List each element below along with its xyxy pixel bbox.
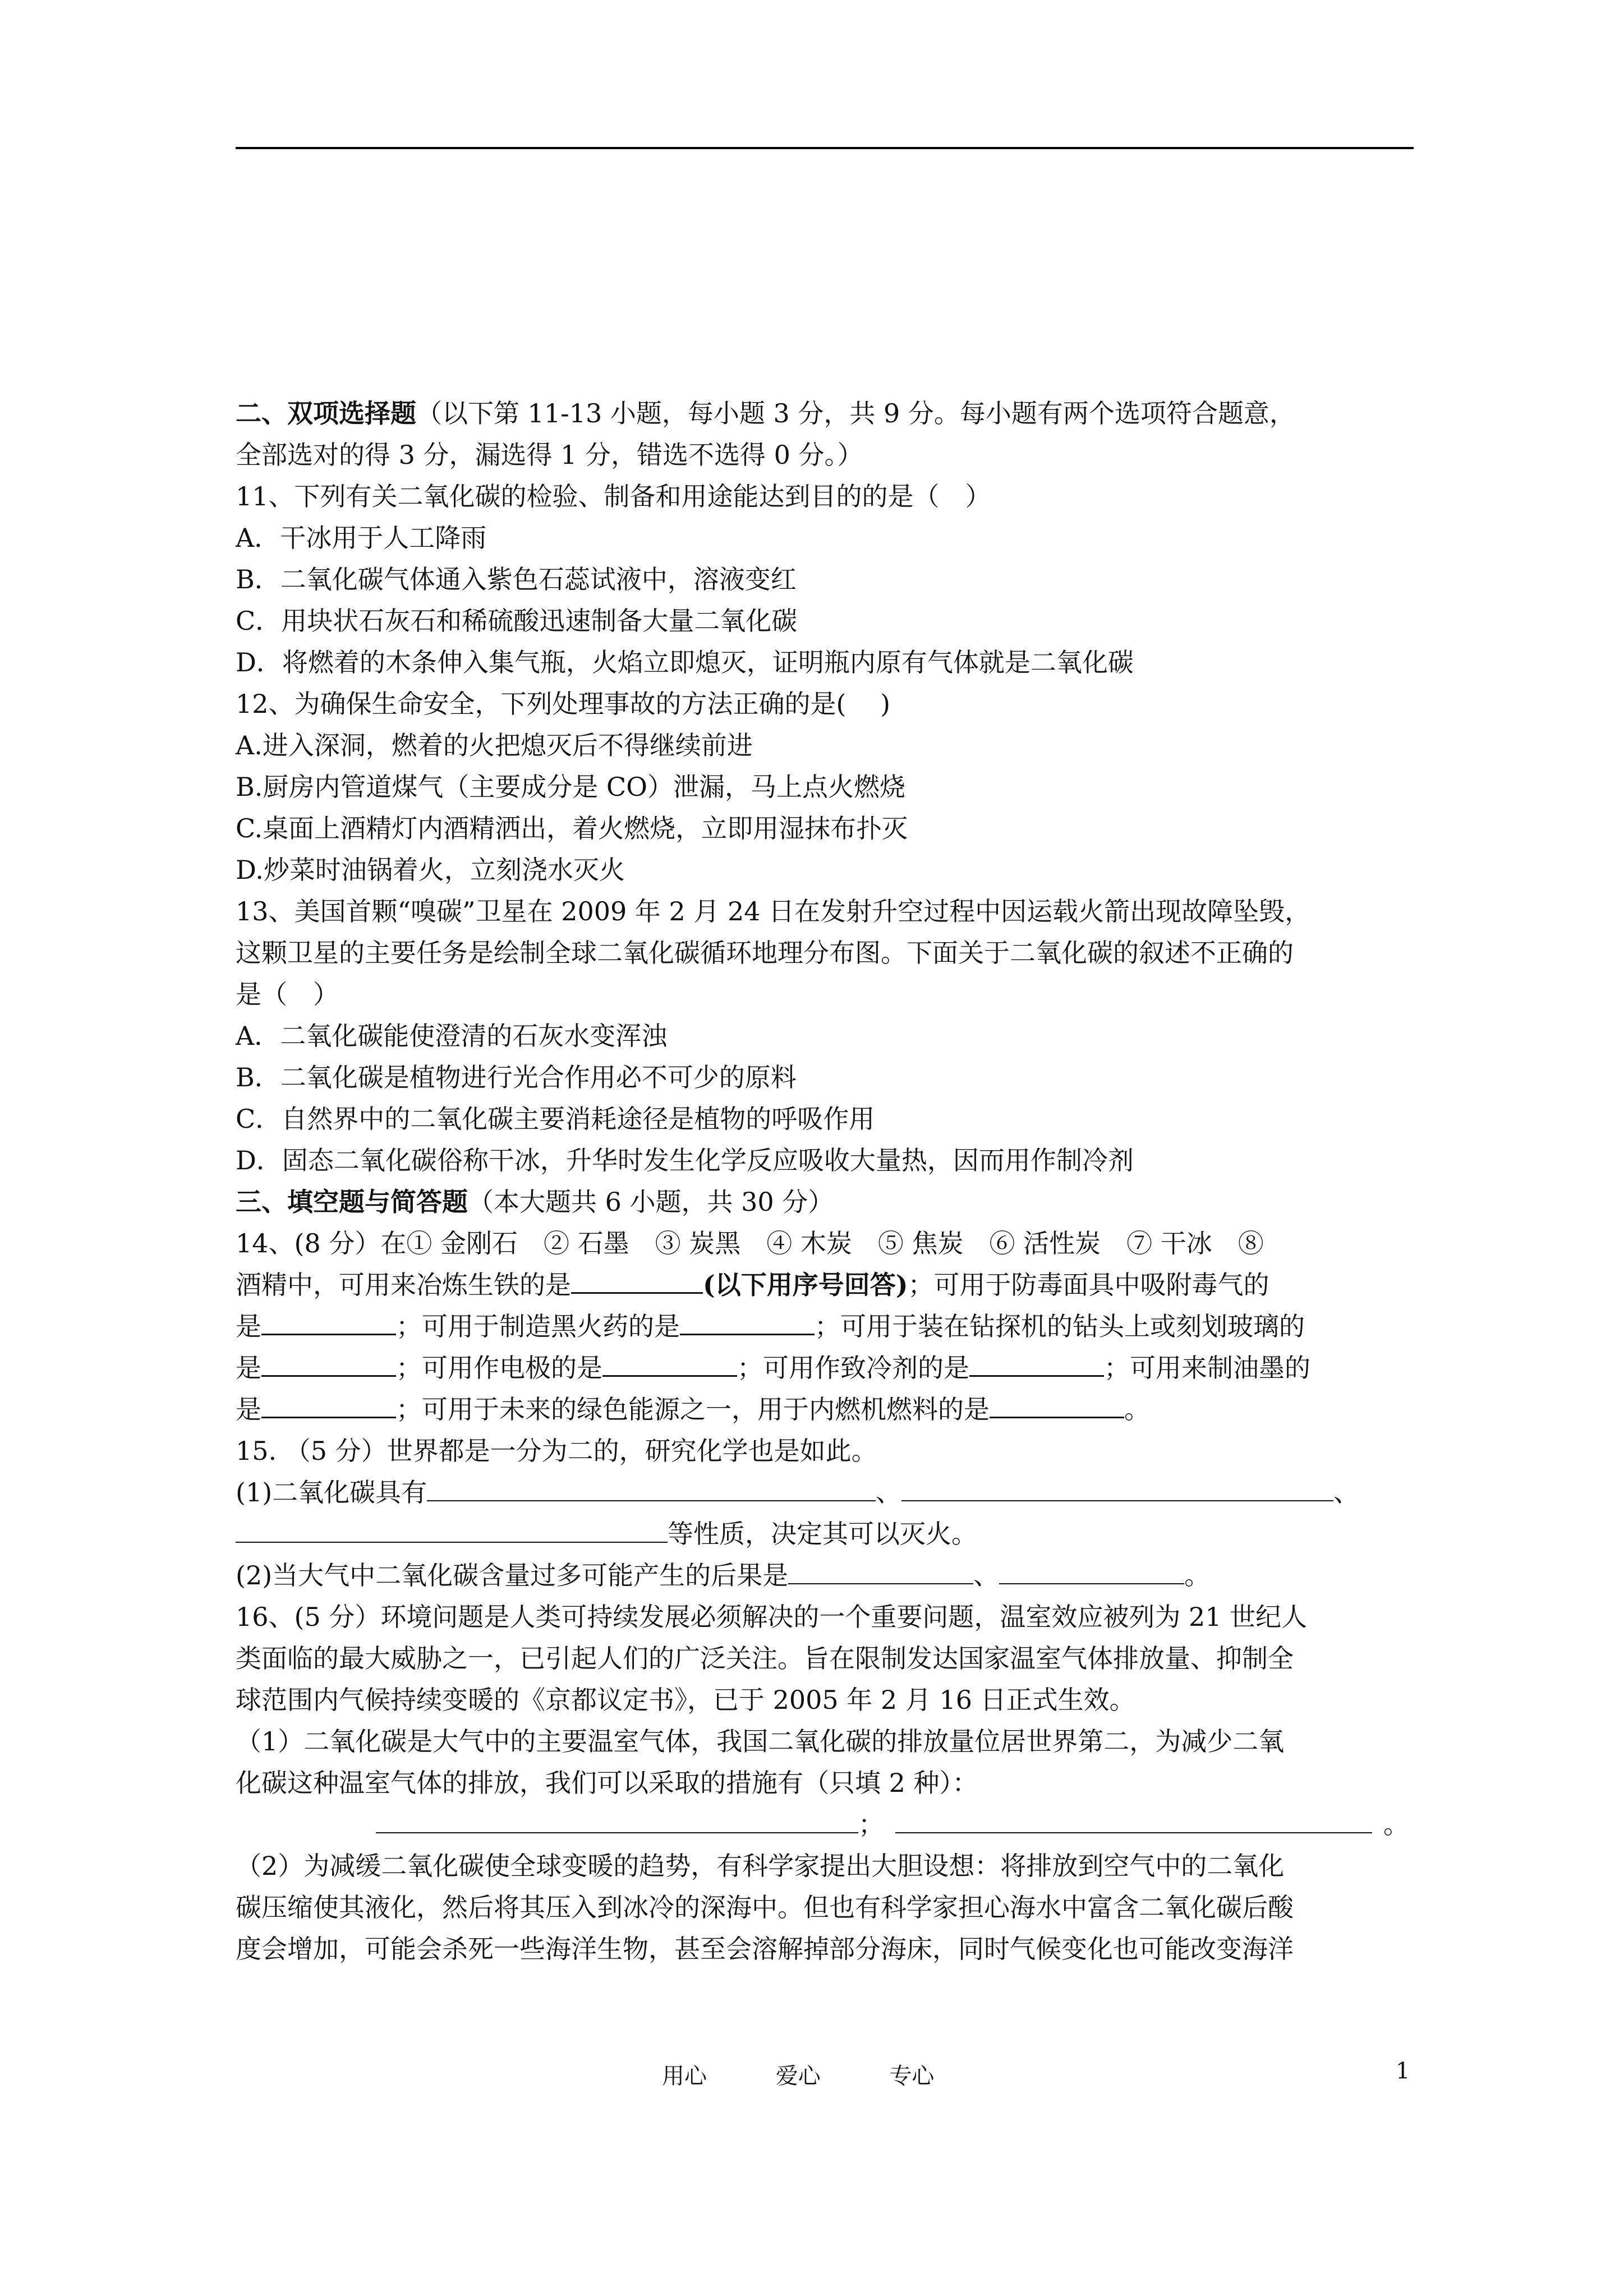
q16-line3: 球范围内气候持续变暖的《京都议定书》，已于 2005 年 2 月 16 日正式生效。 [236,1685,1135,1715]
q15-text: 。 [1184,1560,1211,1590]
answer-blank[interactable] [236,1519,668,1543]
q14-line3 [236,1306,1419,1347]
section3-title: 三、填空题与简答题 [236,1187,468,1217]
q13-stem-line1: 13、美国首颗“嗅碳”卫星在 2009 年 2 月 24 日在发射升空过程中因运载火箭出现故障坠毁， [236,896,1311,926]
q14-text: ；可用来制油墨的 [1104,1353,1310,1383]
answer-blank[interactable] [990,1389,1124,1418]
q12-option-a: A.进入深洞，燃着的火把熄灭后不得继续前进 [236,730,753,760]
q14-line5 [236,1389,1419,1430]
q15-text: 、 [973,1560,1000,1590]
section3-desc: （本大题共 6 小题，共 30 分） [468,1187,834,1217]
q16-part2-line3: 度会增加，可能会杀死一些海洋生物，甚至会溶解掉部分海床，同时气候变化也可能改变海洋 [236,1934,1294,1964]
q15-part1 [236,1472,1419,1513]
header-rule [236,147,1414,149]
q14-text: ；可用作致冷剂的是 [737,1353,969,1383]
q16-part2-line1: （2）为减缓二氧化碳使全球变暖的趋势，有科学家提出大胆设想：将排放到空气中的二氧化 [236,1851,1285,1881]
q15-text: (2)当大气中二氧化碳含量过多可能产生的后果是 [236,1560,789,1590]
q15-text: 、 [876,1477,902,1507]
q15-stem: 15. （5 分）世界都是一分为二的，研究化学也是如此。 [236,1436,877,1466]
q12-option-b: B.厨房内管道煤气（主要成分是 CO）泄漏，马上点火燃烧 [236,772,905,802]
q16-text: ； [858,1809,884,1839]
answer-blank[interactable] [261,1306,396,1335]
q14-text: ；可用于未来的绿色能源之一，用于内燃机燃料的是 [396,1394,990,1424]
answer-blank[interactable] [571,1264,703,1294]
q11-option-a: A．干冰用于人工降雨 [236,523,487,553]
q14-text: 是 [236,1311,261,1341]
answer-blank[interactable] [901,1478,1333,1501]
q16-text: 。 [1383,1809,1409,1839]
q11-stem: 11、下列有关二氧化碳的检验、制备和用途能达到目的的是（ ） [236,481,991,511]
page-number: 1 [1396,2058,1410,2084]
q14-text: ；可用于装在钻探机的钻头上或刻划玻璃的 [815,1311,1305,1341]
page-footer [0,2058,1624,2092]
footer-item: 爱心 [775,2063,821,2089]
footer-motto [662,2058,996,2090]
q16-part1-blanks [236,1804,1419,1845]
q13-option-a: A．二氧化碳能使澄清的石灰水变浑浊 [236,1021,668,1051]
q14-note: (以下用序号回答) [703,1270,908,1300]
answer-blank[interactable] [602,1347,737,1377]
q14-line4 [236,1347,1419,1389]
q16-line2: 类面临的最大威胁之一，已引起人们的广泛关注。旨在限制发达国家温室气体排放量、抑制全 [236,1643,1294,1673]
q15-text: 、 [1333,1477,1360,1507]
footer-item: 用心 [662,2063,707,2089]
answer-blank[interactable] [895,1810,1372,1833]
answer-blank[interactable] [427,1478,876,1501]
document-body [236,393,1419,1970]
q11-option-d: D．将燃着的木条伸入集气瓶，火焰立即熄灭，证明瓶内原有气体就是二氧化碳 [236,647,1134,677]
answer-blank[interactable] [680,1306,815,1335]
section2-title: 二、双项选择题 [236,398,416,428]
q14-text: 酒精中，可用来冶炼生铁的是 [236,1270,571,1300]
q16-line1: 16、(5 分）环境问题是人类可持续发展必须解决的一个重要问题，温室效应被列为 21 世纪人 [236,1602,1308,1632]
answer-blank[interactable] [999,1561,1184,1584]
q14-text: 是 [236,1353,261,1383]
q14-text: 是 [236,1394,261,1424]
answer-blank[interactable] [788,1561,973,1584]
section2-desc-line2: 全部选对的得 3 分，漏选得 1 分，错选不选得 0 分。） [236,440,863,470]
q13-stem-line2: 这颗卫星的主要任务是绘制全球二氧化碳循环地理分布图。下面关于二氧化碳的叙述不正确的 [236,938,1294,968]
answer-blank[interactable] [261,1347,396,1377]
q16-part1-line2: 化碳这种温室气体的排放，我们可以采取的措施有（只填 2 种）： [236,1768,978,1798]
q16-part2-line2: 碳压缩使其液化，然后将其压入到冰冷的深海中。但也有科学家担心海水中富含二氧化碳后酸 [236,1892,1294,1922]
q14-text: ；可用于防毒面具中吸附毒气的 [908,1270,1269,1300]
q12-option-d: D.炒菜时油锅着火，立刻浇水灭火 [236,855,625,885]
answer-blank[interactable] [376,1810,858,1833]
section3-heading [236,1181,1419,1223]
q13-option-b: B．二氧化碳是植物进行光合作用必不可少的原料 [236,1062,797,1092]
q13-option-d: D．固态二氧化碳俗称干冰，升华时发生化学反应吸收大量热，因而用作制冷剂 [236,1145,1134,1175]
section2-heading [236,393,1419,434]
q14-text: ；可用于制造黑火药的是 [396,1311,680,1341]
footer-item: 专心 [889,2063,935,2089]
q12-option-c: C.桌面上酒精灯内酒精洒出，着火燃烧，立即用湿抹布扑灭 [236,813,908,843]
q11-option-c: C．用块状石灰石和稀硫酸迅速制备大量二氧化碳 [236,606,798,636]
q13-option-c: C．自然界中的二氧化碳主要消耗途径是植物的呼吸作用 [236,1104,875,1134]
answer-blank[interactable] [261,1389,396,1418]
q15-text: (1)二氧化碳具有 [236,1477,427,1507]
q14-text: 。 [1124,1394,1150,1424]
q11-option-b: B．二氧化碳气体通入紫色石蕊试液中，溶液变红 [236,564,797,594]
q15-text: 等性质，决定其可以灭火。 [668,1519,977,1549]
section2-desc: （以下第 11-13 小题，每小题 3 分，共 9 分。每小题有两个选项符合题意， [416,398,1295,428]
q14-text: ；可用作电极的是 [396,1353,602,1383]
q13-stem-line3: 是（ ） [236,979,339,1009]
q14-line1: 14、(8 分）在① 金刚石 ② 石墨 ③ 炭黑 ④ 木炭 ⑤ 焦炭 ⑥ 活性炭 ⑦ 干冰 ⑧ [236,1228,1264,1258]
answer-blank[interactable] [969,1347,1104,1377]
q15-part1-cont [236,1513,1419,1555]
q14-line2 [236,1264,1419,1306]
q15-part2 [236,1555,1419,1596]
q12-stem: 12、为确保生命安全，下列处理事故的方法正确的是( ) [236,689,891,719]
q16-part1-line1: （1）二氧化碳是大气中的主要温室气体，我国二氧化碳的排放量位居世界第二，为减少二氧 [236,1726,1285,1756]
